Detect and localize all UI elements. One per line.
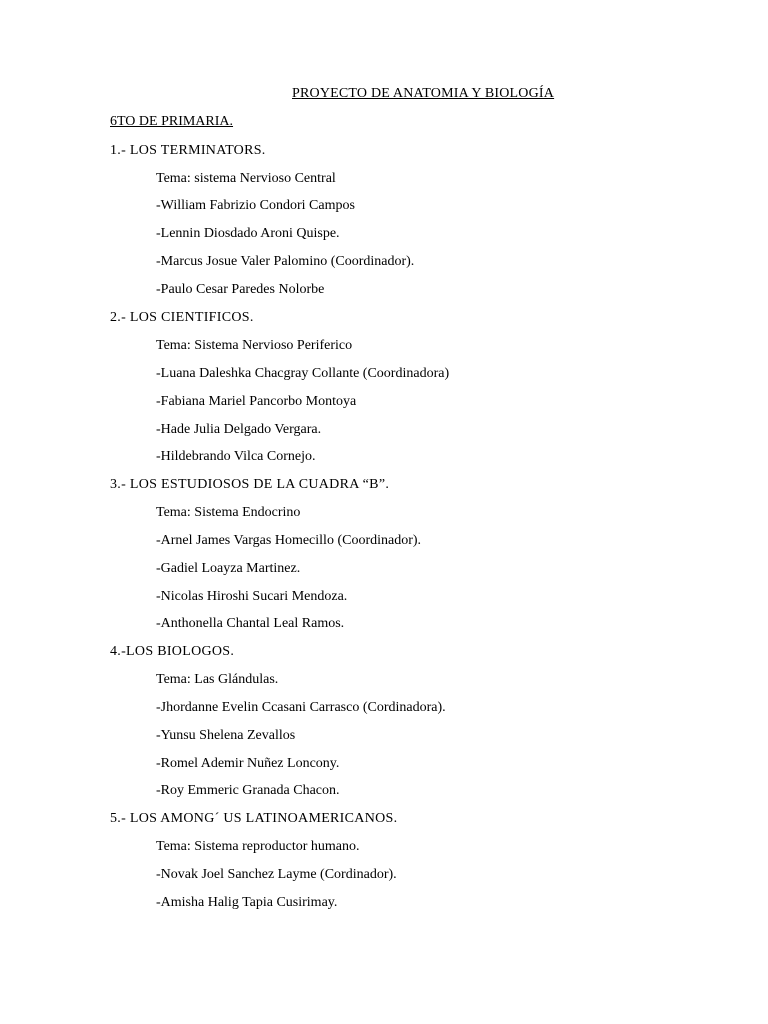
group-member: -Yunsu Shelena Zevallos: [156, 728, 296, 743]
group-member: -Marcus Josue Valer Palomino (Coordinador).: [156, 254, 415, 269]
group-heading: 2.- LOS CIENTIFICOS.: [110, 310, 254, 325]
group-topic: Tema: sistema Nervioso Central: [156, 171, 336, 186]
group-member: -Nicolas Hiroshi Sucari Mendoza.: [156, 589, 348, 604]
group-topic: Tema: Sistema Nervioso Periferico: [156, 338, 353, 353]
group-heading: 1.- LOS TERMINATORS.: [110, 143, 266, 158]
group-heading: 4.-LOS BIOLOGOS.: [110, 644, 235, 659]
group-topic: Tema: Las Glándulas.: [156, 672, 279, 687]
grade-heading: 6TO DE PRIMARIA.: [110, 114, 234, 129]
group-member: -Hade Julia Delgado Vergara.: [156, 422, 322, 437]
group-member: -Roy Emmeric Granada Chacon.: [156, 783, 340, 798]
group-heading: 3.- LOS ESTUDIOSOS DE LA CUADRA “B”.: [110, 477, 390, 492]
group-member: -Amisha Halig Tapia Cusirimay.: [156, 895, 338, 910]
group-member: -Romel Ademir Nuñez Loncony.: [156, 756, 340, 771]
group-member: -Gadiel Loayza Martinez.: [156, 561, 301, 576]
group-member: -Paulo Cesar Paredes Nolorbe: [156, 282, 325, 297]
group-member: -Hildebrando Vilca Cornejo.: [156, 449, 316, 464]
group-member: -William Fabrizio Condori Campos: [156, 198, 355, 213]
group-member: -Fabiana Mariel Pancorbo Montoya: [156, 394, 357, 409]
group-member: -Luana Daleshka Chacgray Collante (Coordinadora): [156, 366, 450, 381]
group-heading: 5.- LOS AMONG´ US LATINOAMERICANOS.: [110, 811, 398, 826]
group-topic: Tema: Sistema Endocrino: [156, 505, 301, 520]
group-member: -Novak Joel Sanchez Layme (Cordinador).: [156, 867, 397, 882]
group-member: -Arnel James Vargas Homecillo (Coordinador).: [156, 533, 422, 548]
group-member: -Anthonella Chantal Leal Ramos.: [156, 616, 345, 631]
group-member: -Lennin Diosdado Aroni Quispe.: [156, 226, 340, 241]
document-title: PROYECTO DE ANATOMIA Y BIOLOGÍA: [292, 86, 555, 101]
group-member: -Jhordanne Evelin Ccasani Carrasco (Cordinadora).: [156, 700, 446, 715]
group-topic: Tema: Sistema reproductor humano.: [156, 839, 360, 854]
